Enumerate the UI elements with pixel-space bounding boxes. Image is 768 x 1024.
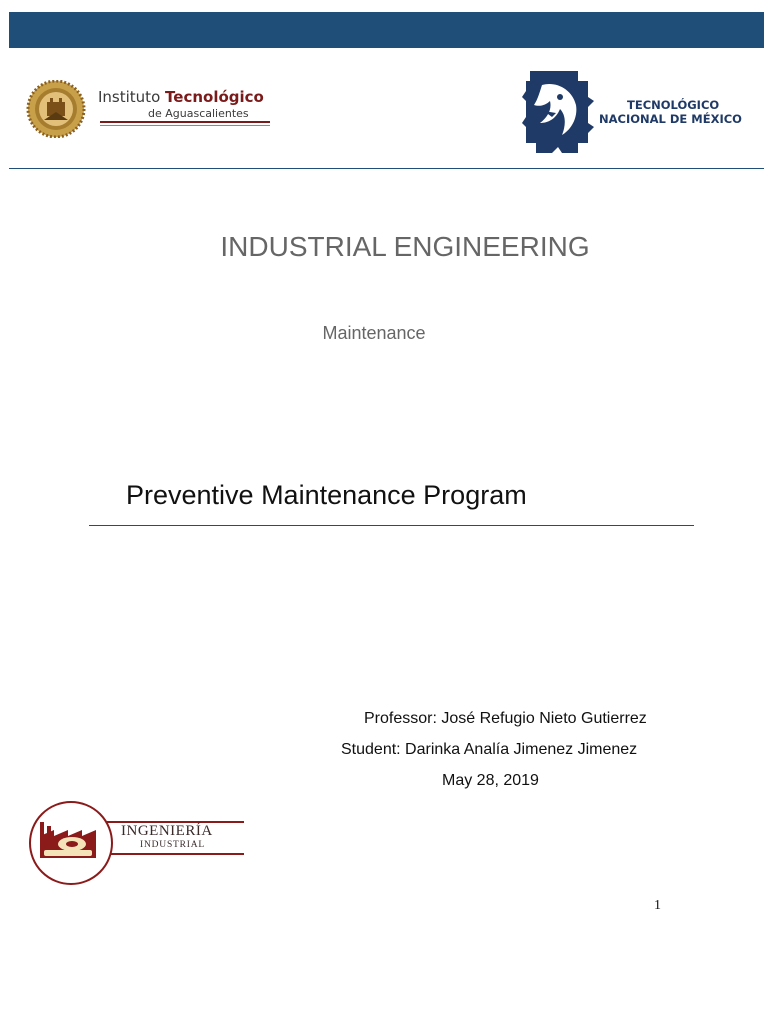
ita-logo	[26, 80, 276, 138]
professor-line: Professor: José Refugio Nieto Gutierrez	[364, 710, 647, 727]
ii-name-line1: INGENIERÍA	[121, 823, 213, 839]
tecnm-name-line2: NACIONAL DE MÉXICO	[599, 112, 742, 126]
ita-name-line1: Instituto Tecnológico	[98, 88, 264, 106]
title-underline	[89, 525, 694, 526]
ita-underline-thin	[100, 125, 270, 126]
page-number: 1	[654, 898, 661, 913]
tecnm-logo	[522, 67, 742, 155]
tecnm-name-line1: TECNOLÓGICO	[627, 98, 720, 112]
ita-underline	[100, 121, 270, 123]
subject-name: Maintenance	[322, 323, 426, 343]
program-name: INDUSTRIAL ENGINEERING	[220, 231, 590, 262]
ita-name-line2: de Aguascalientes	[148, 107, 249, 120]
date-line: May 28, 2019	[442, 772, 539, 789]
tecnm-name	[599, 98, 742, 126]
document-title: Preventive Maintenance Program	[126, 480, 527, 510]
tecnm-gear-eagle-icon	[522, 67, 594, 153]
ingenieria-industrial-emblem-icon	[28, 800, 114, 886]
header-band	[9, 12, 764, 48]
ii-name-line2: INDUSTRIAL	[140, 840, 205, 850]
student-line: Student: Darinka Analía Jimenez Jimenez	[341, 741, 638, 758]
header-divider	[9, 168, 764, 169]
ingenieria-industrial-logo	[28, 800, 248, 886]
ita-seal-icon	[26, 80, 86, 138]
